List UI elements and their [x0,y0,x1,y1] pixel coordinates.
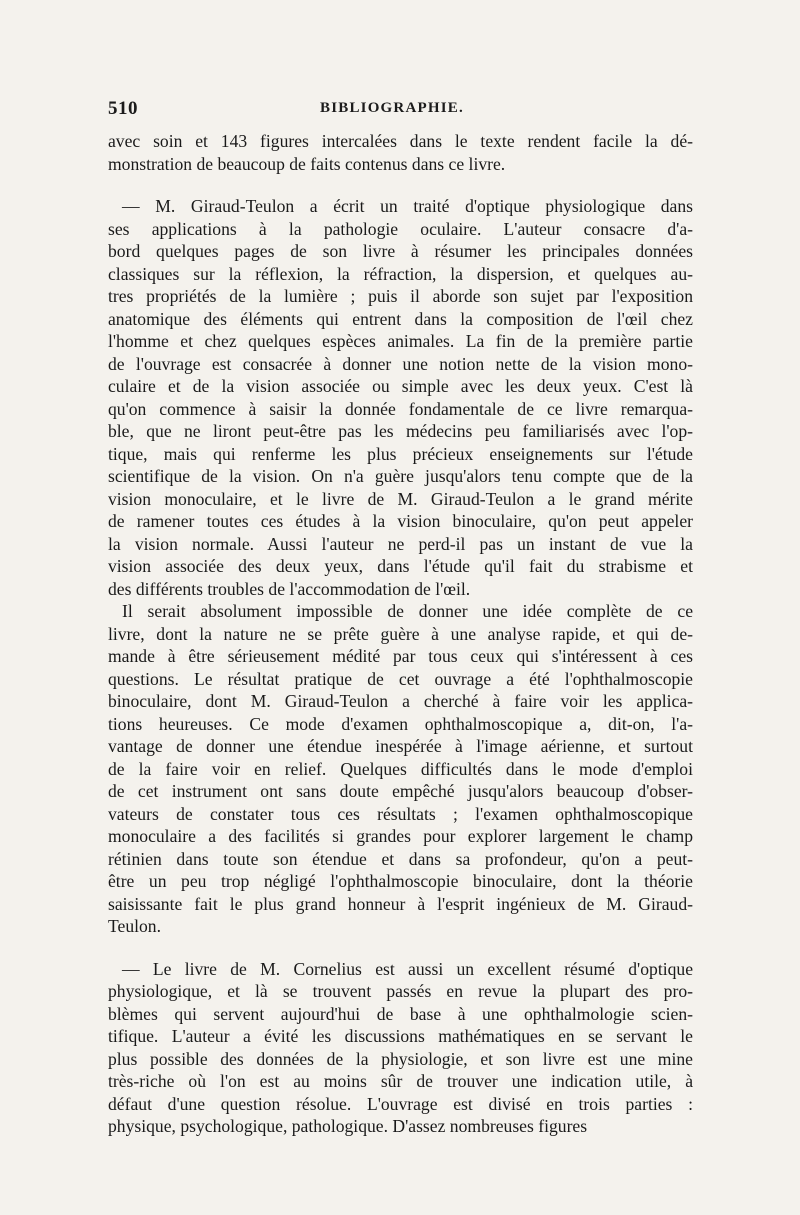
text-line: bord quelques pages de son livre à résumer les principales données [108,241,693,261]
text-line: tifique. L'auteur a évité les discussions mathématiques en se servant le [108,1026,693,1046]
page-number: 510 [108,98,138,119]
text-line: de la faire voir en relief. Quelques difficultés dans le mode d'emploi [108,758,693,779]
text-line: très-riche où l'on est au moins sûr de trouver une indication utile, à [108,1071,693,1091]
text-line: — M. Giraud-Teulon a écrit un traité d'optique physiologique dans [122,196,693,216]
paragraph [108,600,693,938]
text-line: scientifique de la vision. On n'a guère jusqu'alors tenu compte que de la [108,466,693,486]
text-line: rétinien dans toute son étendue et dans sa profondeur, qu'on a peut- [108,848,693,869]
page-header [108,98,693,124]
text-line: ses applications à la pathologie oculaire. L'auteur consacre d'a- [108,218,693,239]
paragraph-gap [108,938,693,958]
text-line: vantage de donner une étendue inespérée à l'image aérienne, et surtout [108,736,693,756]
text-line: classiques sur la réflexion, la réfraction, la dispersion, et quelques au- [108,263,693,284]
paragraph [108,195,693,600]
text-line: questions. Le résultat pratique de cet ouvrage a été l'ophthalmoscopie [108,668,693,689]
text-line: ble, que ne liront peut-être pas les médecins peu familiarisés avec l'op- [108,421,693,441]
text-line: tres propriétés de la lumière ; puis il aborde son sujet par l'exposition [108,286,693,306]
text-line: Teulon. [108,916,162,936]
text-line: anatomique des éléments qui entrent dans la composition de l'œil chez [108,308,693,329]
text-line: mande à être sérieusement médité par tous ceux qui s'intéressent à ces [108,646,693,666]
text-line: l'homme et chez quelques espèces animales. La fin de la première partie [108,331,693,351]
text-line: binoculaire, dont M. Giraud-Teulon a cherché à faire voir les applica- [108,691,693,711]
text-line: saisissante fait le plus grand honneur à l'esprit ingénieux de M. Giraud- [108,893,693,914]
text-line: défaut d'une question résolue. L'ouvrage est divisé en trois parties : [108,1093,693,1114]
paragraph [108,130,693,175]
text-line: monoculaire a des facilités si grandes pour explorer largement le champ [108,826,693,846]
text-line: physique, psychologique, pathologique. D'assez nombreuses figures [108,1116,588,1136]
running-title: BIBLIOGRAPHIE. [320,100,464,116]
text-line: être un peu trop négligé l'ophthalmoscopie binoculaire, dont la théorie [108,871,693,891]
text-line: livre, dont la nature ne se prête guère à une analyse rapide, et qui de- [108,623,693,644]
text-line: des différents troubles de l'accommodation de l'œil. [108,578,471,599]
paragraph [108,958,693,1138]
text-line: qu'on commence à saisir la donnée fondamentale de ce livre remarqua- [108,398,693,419]
text-line: vision associée des deux yeux, dans l'étude qu'il fait du strabisme et [108,556,693,576]
text-line: culaire et de la vision associée ou simple avec les deux yeux. C'est là [108,376,693,396]
text-line: avec soin et 143 figures intercalées dans le texte rendent facile la dé- [108,131,693,151]
text-line: monstration de beaucoup de faits contenus dans ce livre. [108,153,506,174]
text-line: vateurs de constater tous ces résultats ; l'examen ophthalmoscopique [108,803,693,824]
text-line: plus possible des données de la physiologie, et son livre est une mine [108,1048,693,1069]
text-line: de ramener toutes ces études à la vision binoculaire, qu'on peut appeler [108,511,693,531]
text-line: tique, mais qui renferme les plus précieux enseignements sur l'étude [108,443,693,464]
text-line: de l'ouvrage est consacrée à donner une notion nette de la vision mono- [108,353,693,374]
text-line: la vision normale. Aussi l'auteur ne perd-il pas un instant de vue la [108,533,693,554]
text-line: physiologique, et là se trouvent passés en revue la plupart des pro- [108,981,693,1001]
text-line: Il serait absolument impossible de donner une idée complète de ce [122,601,693,621]
text-line: — Le livre de M. Cornelius est aussi un excellent résumé d'optique [122,958,693,979]
paragraph-gap [108,175,693,195]
body-text [108,130,693,1138]
text-line: de cet instrument ont sans doute empêché jusqu'alors beaucoup d'obser- [108,781,693,801]
text-line: vision monoculaire, et le livre de M. Giraud-Teulon a le grand mérite [108,488,693,509]
text-line: blèmes qui servent aujourd'hui de base à une ophthalmologie scien- [108,1003,693,1024]
text-line: tions heureuses. Ce mode d'examen ophthalmoscopique a, dit-on, l'a- [108,713,693,734]
